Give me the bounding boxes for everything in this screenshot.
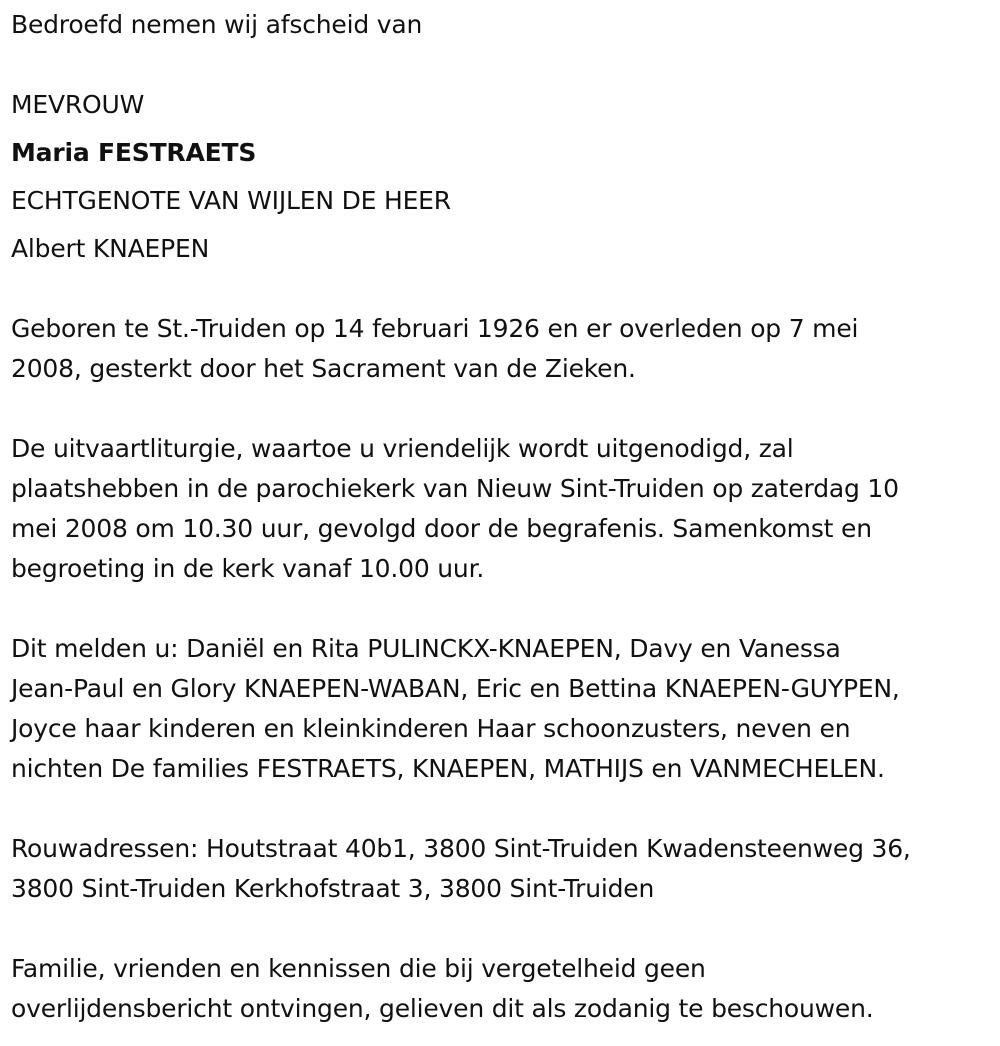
funeral-line-2: plaatshebben in de parochiekerk van Nieuw Sint-Truiden op zaterdag 10 [11,474,899,503]
funeral-line-3: mei 2008 om 10.30 uur, gevolgd door de begrafenis. Samenkomst en [11,514,872,543]
deceased-name: Maria FESTRAETS [11,138,257,167]
spouse-name: Albert KNAEPEN [11,234,210,263]
funeral-line-1: De uitvaartliturgie, waartoe u vriendelijk wordt uitgenodigd, zal [11,434,794,463]
closing-line-2: overlijdensbericht ontvingen, gelieven dit als zodanig te beschouwen. [11,994,874,1023]
intro-text: Bedroefd nemen wij afscheid van [11,10,423,39]
announcers-line-1: Dit melden u: Daniël en Rita PULINCKX-KNAEPEN, Davy en Vanessa [11,634,841,663]
relation-text: ECHTGENOTE VAN WIJLEN DE HEER [11,186,451,215]
announcers-line-2: Jean-Paul en Glory KNAEPEN-WABAN, Eric en Bettina KNAEPEN-GUYPEN, [11,674,900,703]
birth-line-1: Geboren te St.-Truiden op 14 februari 1926 en er overleden op 7 mei [11,314,859,343]
salutation: MEVROUW [11,90,145,119]
funeral-line-4: begroeting in de kerk vanaf 10.00 uur. [11,554,485,583]
closing-line-1: Familie, vrienden en kennissen die bij vergetelheid geen [11,954,706,983]
birth-line-2: 2008, gesterkt door het Sacrament van de Zieken. [11,354,636,383]
announcers-line-4: nichten De families FESTRAETS, KNAEPEN, MATHIJS en VANMECHELEN. [11,754,885,783]
announcers-line-3: Joyce haar kinderen en kleinkinderen Haar schoonzusters, neven en [11,714,851,743]
addresses-line-1: Rouwadressen: Houtstraat 40b1, 3800 Sint-Truiden Kwadensteenweg 36, [11,834,911,863]
addresses-line-2: 3800 Sint-Truiden Kerkhofstraat 3, 3800 Sint-Truiden [11,874,655,903]
